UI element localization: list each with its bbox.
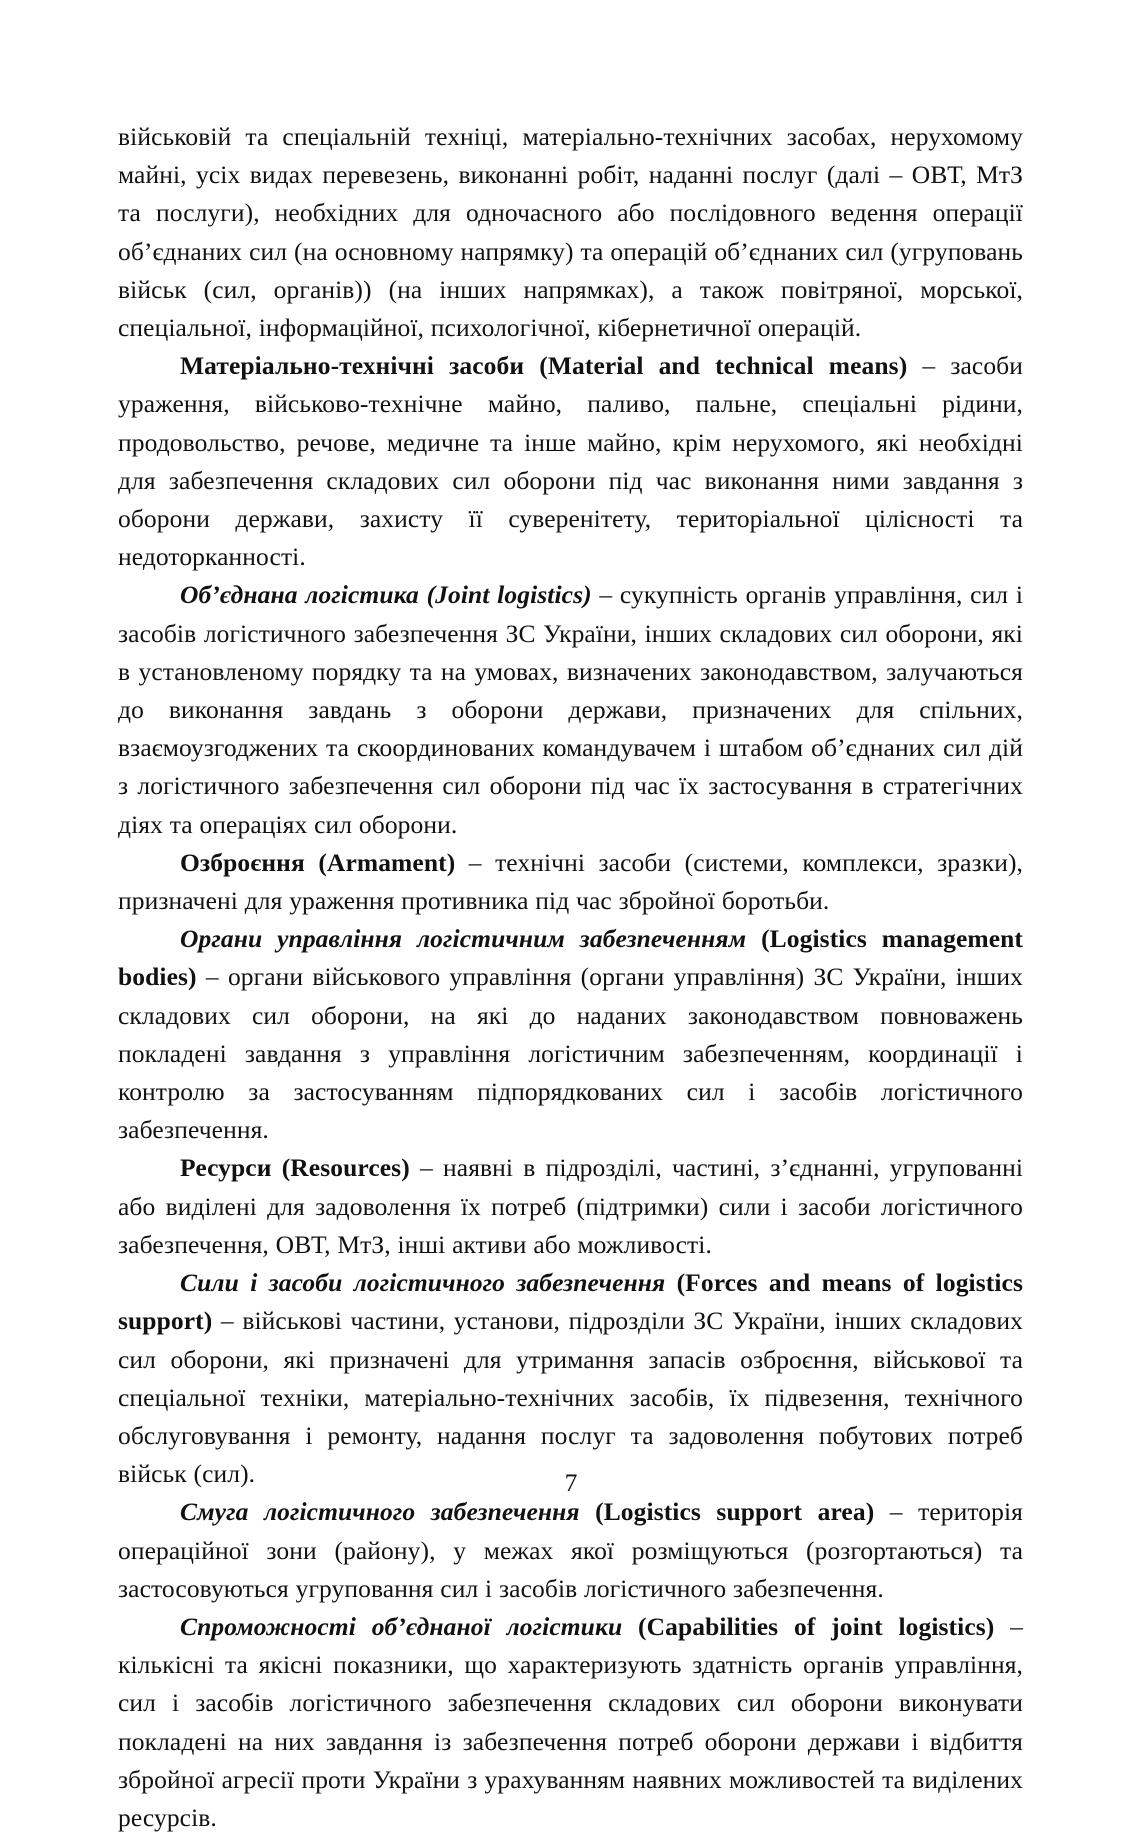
term-heading-en: (Material and technical means) bbox=[539, 351, 908, 381]
page-number: 7 bbox=[564, 1468, 578, 1497]
term-heading-en: (Logistics support area) bbox=[595, 1497, 875, 1527]
term-space bbox=[305, 848, 318, 877]
term-heading-en: (Capabilities of joint logistics) bbox=[638, 1611, 995, 1641]
term-dash: – bbox=[196, 962, 228, 992]
term-heading-uk: Об’єднана логістика bbox=[180, 580, 419, 610]
term-definition: органи військового управління (органи управління) ЗС України, інших складових сил оборони, на які до наданих законодавством повноважень покладені завдання з управління логістичним забезпеченням, координації і контролю за застосуванням підпорядкованих сил і засобів логістичного забезпечення. bbox=[118, 962, 1023, 1145]
term-definition: територія операційної зони (району), у межах якої розміщуються (розгортаються) та застосовуються угруповання сил і засобів логістичного забезпечення. bbox=[118, 1497, 1023, 1603]
term-heading-uk: Матеріально-технічні засоби bbox=[180, 351, 525, 381]
paragraph-armament bbox=[118, 844, 1023, 920]
text-column bbox=[118, 118, 1023, 1837]
term-space bbox=[746, 924, 761, 953]
term-heading-uk: Сили і засоби логістичного забезпечення bbox=[180, 1268, 666, 1298]
paragraph-resources bbox=[118, 1149, 1023, 1264]
term-space bbox=[524, 351, 539, 380]
term-heading-uk: Озброєння bbox=[180, 847, 305, 877]
term-definition: військові частини, установи, підрозділи ЗС України, інших складових сил оборони, які призначені для утримання запасів озброєння, військової та спеціальної техніки, матеріально-технічних засобів, їх підвезення, технічного обслуговування і ремонту, надання послуг та задоволення побутових потреб військ (сил). bbox=[118, 1306, 1024, 1489]
term-space bbox=[272, 1153, 282, 1182]
paragraph-logistics-management-bodies bbox=[118, 920, 1023, 1149]
term-heading-en: (Forces and means of logistics support) bbox=[118, 1268, 1023, 1336]
term-space bbox=[419, 580, 427, 609]
term-dash: – bbox=[591, 580, 620, 610]
term-dash: – bbox=[994, 1611, 1024, 1641]
term-heading-en: (Joint logistics) bbox=[426, 580, 592, 610]
term-heading-uk: Ресурси bbox=[180, 1153, 272, 1183]
term-space bbox=[580, 1497, 595, 1526]
term-space bbox=[665, 1268, 676, 1297]
term-dash: – bbox=[874, 1497, 919, 1527]
term-heading-en: (Resources) bbox=[281, 1153, 410, 1183]
term-space bbox=[622, 1612, 638, 1641]
term-heading-en: (Logistics management bodies) bbox=[118, 924, 1023, 992]
paragraph-capabilities-joint-logistics bbox=[118, 1608, 1023, 1837]
term-definition: кількісні та якісні показники, що характеризують здатність органів управління, сил і засобів логістичного забезпечення складових сил оборони виконувати покладені на них завдання із забезпечення потреб оборони держави і відбиття збройної агресії проти України з урахуванням наявних можливостей та виділених ресурсів. bbox=[118, 1650, 1023, 1832]
term-heading-uk: Спроможності об’єднаної логістики bbox=[180, 1611, 623, 1641]
term-definition: технічні засоби (системи, комплекси, зразки), призначені для ураження противника під час збройної боротьби. bbox=[118, 847, 1024, 916]
term-dash: – bbox=[409, 1153, 444, 1183]
paragraph-material-technical-means bbox=[118, 347, 1023, 576]
term-heading-uk: Смуга логістичного забезпечення bbox=[180, 1497, 580, 1527]
term-definition: засоби ураження, військово-технічне майно, паливо, пальне, спеціальні рідини, продовольство, речове, медичне та інше майно, крім нерухомого, які необхідні для забезпечення складових сил оборони під час виконання ними завдання з оборони держави, захисту її суверенітету, територіальної цілісності та недоторканності. bbox=[118, 351, 1023, 572]
term-dash: – bbox=[212, 1306, 243, 1336]
paragraph-text: військовій та спеціальній техніці, матеріально-технічних засобах, нерухомому майні, усіх видах перевезень, виконанні робіт, наданні послуг (далі – ОВТ, МтЗ та послуги), необхідних для одночасного або послідовного ведення операції об’єднаних сил (на основному напрямку) та операцій об’єднаних сил (угруповань військ (сил, органів)) (на інших напрямках), а також повітряної, морської, спеціальної, інформаційної, психологічної, кібернетичної операцій. bbox=[118, 122, 1023, 343]
term-definition: сукупність органів управління, сил і засобів логістичного забезпечення ЗС України, інших складових сил оборони, які в установленому порядку та на умовах, визначених законодавством, залучаються до виконання завдань з оборони держави, призначених для спільних, взаємоузгоджених та скоординованих командувачем і штабом об’єднаних сил дій з логістичного забезпечення сил оборони під час їх застосування в стратегічних діях та операціях сил оборони. bbox=[118, 580, 1024, 839]
term-dash: – bbox=[907, 351, 951, 381]
term-definition: наявні в підрозділі, частині, з’єднанні, угрупованні або виділені для задоволення їх потреб (підтримки) сили і засоби логістичного забезпечення, ОВТ, МтЗ, інші активи або можливості. bbox=[118, 1153, 1024, 1259]
paragraph-joint-logistics bbox=[118, 576, 1023, 843]
term-heading-uk: Органи управління логістичним забезпеченням bbox=[180, 924, 747, 954]
term-heading-en: (Armament) bbox=[318, 847, 456, 877]
term-dash: – bbox=[455, 847, 496, 877]
paragraph-intro-continued bbox=[118, 118, 1023, 347]
paragraph-logistics-support-area bbox=[118, 1493, 1023, 1608]
paragraph-forces-and-means bbox=[118, 1264, 1023, 1493]
